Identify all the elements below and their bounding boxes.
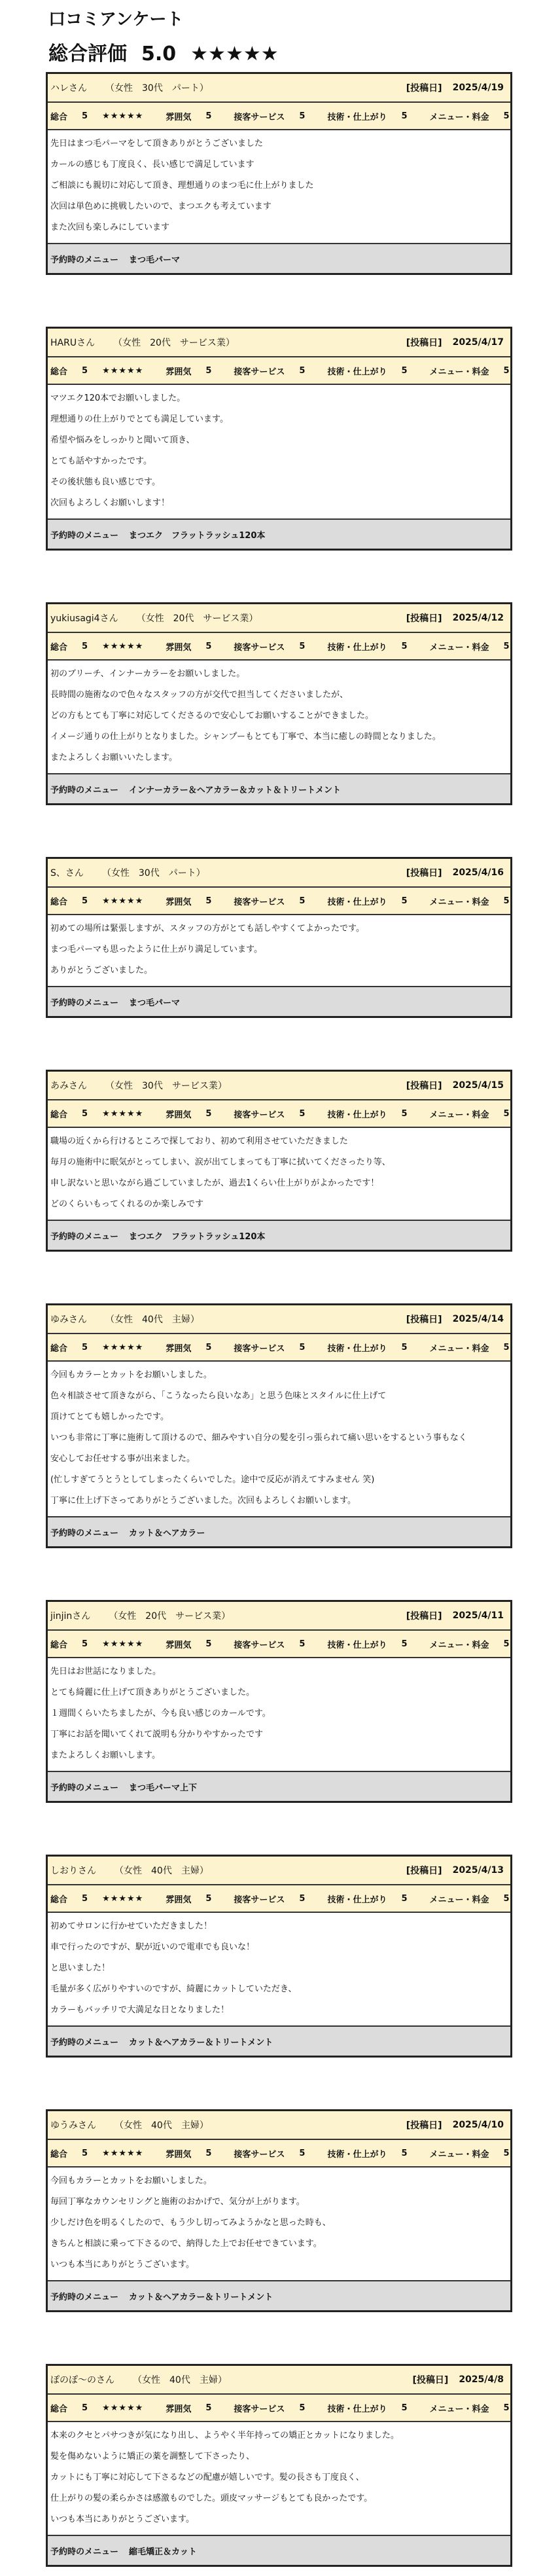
review-text-line: どの方もとても丁寧に対応してくださるので安心してお願いすることができました。 bbox=[50, 711, 374, 721]
rating-overall-value: 5 bbox=[82, 641, 88, 651]
review-text-line: 長時間の施術なので色々なスタッフの方が交代で担当してくださいましたが、 bbox=[50, 690, 349, 700]
reviewer-attributes: （女性 20代 サービス業） bbox=[136, 613, 258, 624]
overall-rating-stars: ★★★★★ bbox=[190, 43, 279, 65]
rating-overall-value: 5 bbox=[82, 2148, 88, 2158]
review-menu bbox=[48, 2536, 510, 2565]
review-text-line: 仕上がりの髪の柔らかさは感激ものでした。頭皮マッサージもとても良かったです。 bbox=[50, 2494, 373, 2503]
page-title: 口コミアンケート bbox=[48, 10, 184, 29]
review-header bbox=[48, 74, 510, 103]
review-menu bbox=[48, 1517, 510, 1546]
review-body bbox=[48, 385, 510, 520]
review-text-line: 初めてサロンに行かせていただきました！ bbox=[50, 1921, 213, 1931]
rating-service-value: 5 bbox=[299, 896, 306, 906]
rating-atmosphere-label: 雰囲気 bbox=[166, 642, 192, 653]
review-text-line: その後状態も良い感じです。 bbox=[50, 477, 160, 487]
menu-used-value: まつエク フラットラッシュ120本 bbox=[129, 1231, 266, 1242]
rating-service-value: 5 bbox=[299, 1639, 306, 1649]
review-body bbox=[48, 1913, 510, 2027]
review-text-line: 希望や悩みをしっかりと聞いて頂き、 bbox=[50, 435, 195, 445]
review-body bbox=[48, 2422, 510, 2536]
posted-date: 2025/4/10 bbox=[452, 2120, 504, 2130]
rating-service-value: 5 bbox=[299, 2403, 306, 2413]
review-card bbox=[46, 602, 512, 805]
review-text-line: どのくらいもってくれるのか楽しみです bbox=[50, 1199, 204, 1209]
review-menu bbox=[48, 520, 510, 549]
posted-date-label: [投稿日] bbox=[406, 1611, 442, 1622]
rating-menu-price-value: 5 bbox=[503, 2148, 510, 2158]
review-text-line: いつも非常に丁寧に施術して頂けるので、細みやすい自分の髪を引っ張られて痛い思いをするという事もなく bbox=[50, 1433, 467, 1443]
reviewer-attributes: （女性 40代 主婦） bbox=[105, 1315, 200, 1325]
menu-used-value: インナーカラー＆ヘアカラー＆カット＆トリートメント bbox=[129, 785, 341, 795]
posted-date-label: [投稿日] bbox=[406, 338, 442, 348]
review-ratings bbox=[48, 2395, 510, 2422]
review-ratings bbox=[48, 2140, 510, 2168]
rating-overall-value: 5 bbox=[82, 1342, 88, 1352]
rating-menu-price-label: メニュー・料金 bbox=[429, 1895, 489, 1905]
review-ratings bbox=[48, 888, 510, 915]
rating-atmosphere-value: 5 bbox=[205, 111, 212, 121]
rating-technique-label: 技術・仕上がり bbox=[327, 367, 387, 377]
menu-used-value: カット＆ヘアカラー＆トリートメント bbox=[129, 2292, 273, 2302]
rating-overall-label: 総合 bbox=[50, 642, 68, 653]
rating-service-label: 接客サービス bbox=[234, 897, 285, 907]
rating-technique-label: 技術・仕上がり bbox=[327, 897, 387, 907]
rating-overall-value: 5 bbox=[82, 111, 88, 121]
review-text-line: 本来のクセとパサつきが気になり出し、ようやく半年持っての矯正とカットになりました。 bbox=[50, 2431, 399, 2440]
menu-used-value: まつエク フラットラッシュ120本 bbox=[129, 530, 266, 541]
review-text-line: いつも本当にありがとうございます。 bbox=[50, 2514, 194, 2524]
review-text-line: 毎回丁寧なカウンセリングと施術のおかげで、気分が上がります。 bbox=[50, 2197, 305, 2207]
review-text-line: また次回も楽しみにしています bbox=[50, 223, 170, 232]
rating-service-label: 接客サービス bbox=[234, 1110, 285, 1120]
rating-service-value: 5 bbox=[299, 1893, 306, 1904]
menu-used-value: まつ毛パーマ bbox=[129, 998, 181, 1008]
rating-overall-label: 総合 bbox=[50, 112, 68, 122]
posted-date: 2025/4/19 bbox=[452, 82, 504, 93]
rating-overall-value: 5 bbox=[82, 1893, 88, 1904]
rating-menu-price-label: メニュー・料金 bbox=[429, 642, 489, 653]
review-card bbox=[46, 857, 512, 1018]
rating-stars: ★★★★★ bbox=[102, 2148, 144, 2158]
rating-stars: ★★★★★ bbox=[102, 1639, 144, 1649]
rating-atmosphere-value: 5 bbox=[205, 365, 212, 376]
review-header bbox=[48, 859, 510, 888]
rating-technique-label: 技術・仕上がり bbox=[327, 1343, 387, 1354]
rating-atmosphere-label: 雰囲気 bbox=[166, 897, 192, 907]
posted-date-label: [投稿日] bbox=[406, 868, 442, 879]
rating-overall-label: 総合 bbox=[50, 2149, 68, 2160]
review-text-line: 今回もカラーとカットをお願いしました。 bbox=[50, 1370, 212, 1380]
review-text-line: ご相談にも親切に対応して頂き、理想通りのまつ毛に仕上がりました bbox=[50, 181, 314, 190]
review-ratings bbox=[48, 1100, 510, 1128]
review-text-line: 少しだけ色を明るくしたので、もう少し切ってみようかなと思った時も、 bbox=[50, 2218, 331, 2228]
rating-atmosphere-label: 雰囲気 bbox=[166, 1895, 192, 1905]
review-text-line: イメージ通りの仕上がりとなりました。シャンプーもとても丁寧で、本当に癒しの時間となりました。 bbox=[50, 732, 441, 742]
review-card bbox=[46, 327, 512, 551]
review-text-line: 初のブリーチ、インナーカラーをお願いしました。 bbox=[50, 669, 245, 679]
review-text-line: まつ毛パーマも思ったように仕上がり満足しています。 bbox=[50, 945, 262, 954]
menu-used-label: 予約時のメニュー bbox=[50, 255, 119, 265]
review-body bbox=[48, 1658, 510, 1772]
rating-atmosphere-value: 5 bbox=[205, 1108, 212, 1119]
review-ratings bbox=[48, 1631, 510, 1658]
review-text-line: 申し訳ないと思いながら過ごしていましたが、過去1くらい仕上がりがよかったです！ bbox=[50, 1178, 379, 1188]
rating-stars: ★★★★★ bbox=[102, 1342, 144, 1352]
rating-atmosphere-value: 5 bbox=[205, 641, 212, 651]
rating-menu-price-label: メニュー・料金 bbox=[429, 112, 489, 122]
rating-stars: ★★★★★ bbox=[102, 111, 144, 121]
rating-menu-price-label: メニュー・料金 bbox=[429, 1343, 489, 1354]
rating-atmosphere-value: 5 bbox=[205, 2148, 212, 2158]
review-menu bbox=[48, 2281, 510, 2310]
review-card bbox=[46, 1070, 512, 1252]
rating-menu-price-label: メニュー・料金 bbox=[429, 2404, 489, 2414]
rating-technique-value: 5 bbox=[401, 1108, 408, 1119]
review-body bbox=[48, 130, 510, 244]
rating-overall-label: 総合 bbox=[50, 1110, 68, 1120]
posted-date: 2025/4/12 bbox=[452, 613, 504, 623]
rating-stars: ★★★★★ bbox=[102, 1108, 144, 1119]
review-text-line: 先日はまつ毛パーマをして頂きありがとうございました bbox=[50, 139, 264, 149]
menu-used-label: 予約時のメニュー bbox=[50, 2547, 119, 2557]
posted-date: 2025/4/15 bbox=[452, 1080, 504, 1091]
review-text-line: マツエク120本でお願いしました。 bbox=[50, 393, 186, 403]
review-text-line: とても話やすかったです。 bbox=[50, 456, 152, 466]
rating-menu-price-label: メニュー・料金 bbox=[429, 1640, 489, 1650]
review-text-line: カールの感じも丁度良く、長い感じで満足しています bbox=[50, 160, 255, 170]
rating-technique-value: 5 bbox=[401, 1893, 408, 1904]
menu-used-value: カット＆ヘアカラー bbox=[129, 1528, 205, 1538]
rating-menu-price-value: 5 bbox=[503, 2403, 510, 2413]
menu-used-label: 予約時のメニュー bbox=[50, 785, 119, 795]
review-text-line: 職場の近くから行けるところで探しており、初めて利用させていただきました bbox=[50, 1136, 348, 1146]
review-text-line: と思いました！ bbox=[50, 1963, 111, 1973]
rating-technique-label: 技術・仕上がり bbox=[327, 642, 387, 653]
menu-used-label: 予約時のメニュー bbox=[50, 1783, 119, 1793]
rating-technique-value: 5 bbox=[401, 2148, 408, 2158]
rating-atmosphere-label: 雰囲気 bbox=[166, 2404, 192, 2414]
rating-technique-label: 技術・仕上がり bbox=[327, 1895, 387, 1905]
rating-technique-value: 5 bbox=[401, 111, 408, 121]
rating-atmosphere-value: 5 bbox=[205, 1639, 212, 1649]
rating-menu-price-value: 5 bbox=[503, 641, 510, 651]
review-ratings bbox=[48, 103, 510, 130]
review-menu bbox=[48, 1772, 510, 1801]
reviewer-name: ゆみさん bbox=[50, 1315, 87, 1325]
rating-overall-value: 5 bbox=[82, 1108, 88, 1119]
rating-technique-label: 技術・仕上がり bbox=[327, 1640, 387, 1650]
rating-stars: ★★★★★ bbox=[102, 2403, 144, 2413]
review-text-line: (忙しすぎてうとうとしてしまったくらいでした。途中で反応が消えてすみません 笑) bbox=[50, 1475, 375, 1485]
rating-overall-label: 総合 bbox=[50, 367, 68, 377]
rating-service-label: 接客サービス bbox=[234, 2149, 285, 2160]
rating-service-value: 5 bbox=[299, 365, 306, 376]
review-text-line: 次回もよろしくお願いします！ bbox=[50, 498, 170, 508]
rating-menu-price-label: メニュー・料金 bbox=[429, 897, 489, 907]
menu-used-label: 予約時のメニュー bbox=[50, 998, 119, 1008]
posted-date: 2025/4/13 bbox=[452, 1865, 504, 1876]
reviewer-attributes: （女性 40代 主婦） bbox=[133, 2375, 227, 2386]
review-header bbox=[48, 1857, 510, 1885]
review-text-line: 丁寧に仕上げ下さってありがとうございました。次回もよろしくお願いします。 bbox=[50, 1496, 356, 1506]
posted-date: 2025/4/14 bbox=[452, 1314, 504, 1324]
rating-menu-price-value: 5 bbox=[503, 1639, 510, 1649]
review-body bbox=[48, 1128, 510, 1221]
review-ratings bbox=[48, 1885, 510, 1913]
review-text-line: 先日はお世話になりました。 bbox=[50, 1667, 162, 1677]
review-text-line: 今回もカラーとカットをお願いしました。 bbox=[50, 2176, 212, 2186]
rating-service-value: 5 bbox=[299, 1342, 306, 1352]
review-body bbox=[48, 2168, 510, 2281]
review-text-line: またよろしくお願いします。 bbox=[50, 1751, 160, 1760]
overall-rating-score: 5.0 bbox=[141, 43, 177, 65]
review-header bbox=[48, 2111, 510, 2140]
review-text-line: カットにも丁寧に対応して下さるなどの配慮が嬉しいです。髪の長さも丁度良く、 bbox=[50, 2473, 364, 2482]
rating-service-label: 接客サービス bbox=[234, 1640, 285, 1650]
rating-overall-value: 5 bbox=[82, 1639, 88, 1649]
review-ratings bbox=[48, 1334, 510, 1362]
reviewer-name: しおりさん bbox=[50, 1866, 96, 1876]
rating-technique-label: 技術・仕上がり bbox=[327, 1110, 387, 1120]
review-header bbox=[48, 329, 510, 357]
menu-used-label: 予約時のメニュー bbox=[50, 1528, 119, 1538]
rating-service-label: 接客サービス bbox=[234, 2404, 285, 2414]
review-menu bbox=[48, 1221, 510, 1250]
rating-menu-price-label: メニュー・料金 bbox=[429, 367, 489, 377]
posted-date-label: [投稿日] bbox=[412, 2375, 449, 2386]
rating-service-value: 5 bbox=[299, 641, 306, 651]
posted-date: 2025/4/11 bbox=[452, 1610, 504, 1621]
reviewer-attributes: （女性 20代 サービス業） bbox=[113, 338, 235, 348]
rating-overall-value: 5 bbox=[82, 896, 88, 906]
rating-technique-value: 5 bbox=[401, 1639, 408, 1649]
review-text-line: 頂けてとても嬉しかったです。 bbox=[50, 1412, 169, 1422]
rating-overall-label: 総合 bbox=[50, 897, 68, 907]
review-header bbox=[48, 1602, 510, 1631]
review-text-line: きちんと相談に乗って下さるので、納得した上でお任せできています。 bbox=[50, 2239, 322, 2249]
rating-menu-price-value: 5 bbox=[503, 1108, 510, 1119]
rating-technique-value: 5 bbox=[401, 2403, 408, 2413]
reviewer-name: S、さん bbox=[50, 868, 84, 879]
menu-used-value: 縮毛矯正＆カット bbox=[129, 2547, 197, 2557]
review-text-line: 理想通りの仕上がりでとても満足しています。 bbox=[50, 414, 228, 424]
reviewer-attributes: （女性 30代 サービス業） bbox=[105, 1081, 227, 1091]
review-text-line: 次回は単色めに挑戦したいので、まつエクも考えています bbox=[50, 202, 272, 211]
review-text-line: 髪を傷めないように矯正の薬を調整して下さったり、 bbox=[50, 2452, 255, 2461]
review-body bbox=[48, 661, 510, 774]
reviewer-attributes: （女性 20代 サービス業） bbox=[109, 1611, 231, 1622]
rating-atmosphere-label: 雰囲気 bbox=[166, 367, 192, 377]
review-body bbox=[48, 915, 510, 987]
rating-atmosphere-label: 雰囲気 bbox=[166, 112, 192, 122]
posted-date: 2025/4/8 bbox=[459, 2374, 504, 2385]
menu-used-value: カット＆ヘアカラー＆トリートメント bbox=[129, 2037, 273, 2048]
rating-overall-value: 5 bbox=[82, 2403, 88, 2413]
rating-overall-label: 総合 bbox=[50, 2404, 68, 2414]
overall-rating-label: 総合評価 bbox=[48, 43, 127, 65]
rating-atmosphere-value: 5 bbox=[205, 1893, 212, 1904]
reviewer-name: ゆうみさん bbox=[50, 2120, 96, 2131]
review-text-line: １週間くらいたちましたが、今も良い感じのカールです。 bbox=[50, 1709, 271, 1718]
posted-date-label: [投稿日] bbox=[406, 1866, 442, 1876]
review-text-line: 色々相談させて頂きながら、「こうなったら良いなあ」と思う色味とスタイルに仕上げて bbox=[50, 1391, 387, 1401]
review-text-line: 車で行ったのですが、駅が近いので電車でも良いな！ bbox=[50, 1942, 255, 1952]
review-text-line: 安心してお任せする事が出来ました。 bbox=[50, 1454, 196, 1464]
rating-service-value: 5 bbox=[299, 111, 306, 121]
rating-overall-label: 総合 bbox=[50, 1343, 68, 1354]
menu-used-label: 予約時のメニュー bbox=[50, 2037, 119, 2048]
reviewer-name: ぽのぽ～のさん bbox=[50, 2375, 114, 2386]
posted-date-label: [投稿日] bbox=[406, 83, 442, 94]
menu-used-value: まつ毛パーマ上下 bbox=[129, 1783, 198, 1793]
review-menu bbox=[48, 244, 510, 273]
rating-atmosphere-value: 5 bbox=[205, 896, 212, 906]
reviewer-name: あみさん bbox=[50, 1081, 87, 1091]
rating-atmosphere-label: 雰囲気 bbox=[166, 1640, 192, 1650]
reviewer-attributes: （女性 40代 主婦） bbox=[114, 2120, 209, 2131]
posted-date-label: [投稿日] bbox=[406, 1081, 442, 1091]
rating-menu-price-label: メニュー・料金 bbox=[429, 1110, 489, 1120]
rating-service-value: 5 bbox=[299, 1108, 306, 1119]
rating-technique-value: 5 bbox=[401, 896, 408, 906]
review-ratings bbox=[48, 357, 510, 385]
menu-used-label: 予約時のメニュー bbox=[50, 2292, 119, 2302]
rating-service-label: 接客サービス bbox=[234, 1343, 285, 1354]
rating-technique-value: 5 bbox=[401, 641, 408, 651]
menu-used-label: 予約時のメニュー bbox=[50, 530, 119, 541]
rating-stars: ★★★★★ bbox=[102, 896, 144, 906]
review-text-line: 毎月の施術中に眠気がとってしまい、涙が出てしまっても丁寧に拭いてくださったり等、 bbox=[50, 1157, 391, 1167]
rating-service-label: 接客サービス bbox=[234, 1895, 285, 1905]
review-text-line: 毛量が多く広がりやすいのですが、綺麗にカットしていただき、 bbox=[50, 1984, 297, 1994]
posted-date-label: [投稿日] bbox=[406, 2120, 442, 2131]
review-card bbox=[46, 1855, 512, 2058]
reviewer-name: ハレさん bbox=[50, 83, 87, 94]
posted-date-label: [投稿日] bbox=[406, 1315, 442, 1325]
rating-stars: ★★★★★ bbox=[102, 1893, 144, 1904]
review-card bbox=[46, 1600, 512, 1803]
review-text-line: カラーもバッチリで大満足な日となりました！ bbox=[50, 2005, 230, 2015]
review-card bbox=[46, 2364, 512, 2567]
rating-menu-price-value: 5 bbox=[503, 365, 510, 376]
posted-date: 2025/4/16 bbox=[452, 867, 504, 878]
review-card bbox=[46, 2109, 512, 2312]
rating-menu-price-value: 5 bbox=[503, 896, 510, 906]
review-text-line: とても綺麗に仕上げて頂きありがとうございました。 bbox=[50, 1688, 255, 1697]
rating-service-label: 接客サービス bbox=[234, 642, 285, 653]
rating-atmosphere-label: 雰囲気 bbox=[166, 2149, 192, 2160]
review-header bbox=[48, 1305, 510, 1334]
overall-rating bbox=[48, 41, 279, 68]
rating-technique-label: 技術・仕上がり bbox=[327, 112, 387, 122]
rating-menu-price-value: 5 bbox=[503, 111, 510, 121]
rating-stars: ★★★★★ bbox=[102, 365, 144, 376]
review-card bbox=[46, 72, 512, 275]
rating-technique-label: 技術・仕上がり bbox=[327, 2404, 387, 2414]
rating-technique-value: 5 bbox=[401, 365, 408, 376]
reviewer-name: HARUさん bbox=[50, 338, 96, 348]
rating-stars: ★★★★★ bbox=[102, 641, 144, 651]
rating-service-label: 接客サービス bbox=[234, 112, 285, 122]
review-menu bbox=[48, 774, 510, 803]
review-card bbox=[46, 1303, 512, 1548]
review-text-line: ありがとうございました。 bbox=[50, 966, 153, 975]
rating-overall-value: 5 bbox=[82, 365, 88, 376]
rating-atmosphere-label: 雰囲気 bbox=[166, 1110, 192, 1120]
review-header bbox=[48, 2366, 510, 2395]
rating-overall-label: 総合 bbox=[50, 1895, 68, 1905]
rating-technique-label: 技術・仕上がり bbox=[327, 2149, 387, 2160]
rating-atmosphere-value: 5 bbox=[205, 1342, 212, 1352]
review-text-line: 初めての場所は緊張しますが、スタッフの方がとても話しやすくてよかったです。 bbox=[50, 924, 364, 934]
reviewer-attributes: （女性 30代 パート） bbox=[105, 83, 209, 94]
review-menu bbox=[48, 987, 510, 1016]
rating-technique-value: 5 bbox=[401, 1342, 408, 1352]
reviewer-attributes: （女性 40代 主婦） bbox=[114, 1866, 209, 1876]
rating-menu-price-value: 5 bbox=[503, 1893, 510, 1904]
posted-date: 2025/4/17 bbox=[452, 337, 504, 348]
rating-menu-price-value: 5 bbox=[503, 1342, 510, 1352]
rating-atmosphere-label: 雰囲気 bbox=[166, 1343, 192, 1354]
rating-service-value: 5 bbox=[299, 2148, 306, 2158]
rating-menu-price-label: メニュー・料金 bbox=[429, 2149, 489, 2160]
menu-used-value: まつ毛パーマ bbox=[129, 255, 181, 265]
posted-date-label: [投稿日] bbox=[406, 613, 442, 624]
review-text-line: 丁寧にお話を聞いてくれて説明も分かりやすかったです bbox=[50, 1730, 264, 1739]
review-body bbox=[48, 1362, 510, 1517]
rating-service-label: 接客サービス bbox=[234, 367, 285, 377]
reviewer-attributes: （女性 30代 パート） bbox=[101, 868, 205, 879]
review-text-line: またよろしくお願いいたします。 bbox=[50, 753, 177, 763]
review-text-line: いつも本当にありがとうございます。 bbox=[50, 2260, 194, 2270]
review-header bbox=[48, 604, 510, 633]
review-ratings bbox=[48, 633, 510, 661]
menu-used-label: 予約時のメニュー bbox=[50, 1231, 119, 1242]
review-header bbox=[48, 1072, 510, 1100]
reviewer-name: yukiusagi4さん bbox=[50, 613, 118, 624]
rating-overall-label: 総合 bbox=[50, 1640, 68, 1650]
rating-atmosphere-value: 5 bbox=[205, 2403, 212, 2413]
review-menu bbox=[48, 2027, 510, 2056]
reviewer-name: jinjinさん bbox=[50, 1611, 91, 1622]
